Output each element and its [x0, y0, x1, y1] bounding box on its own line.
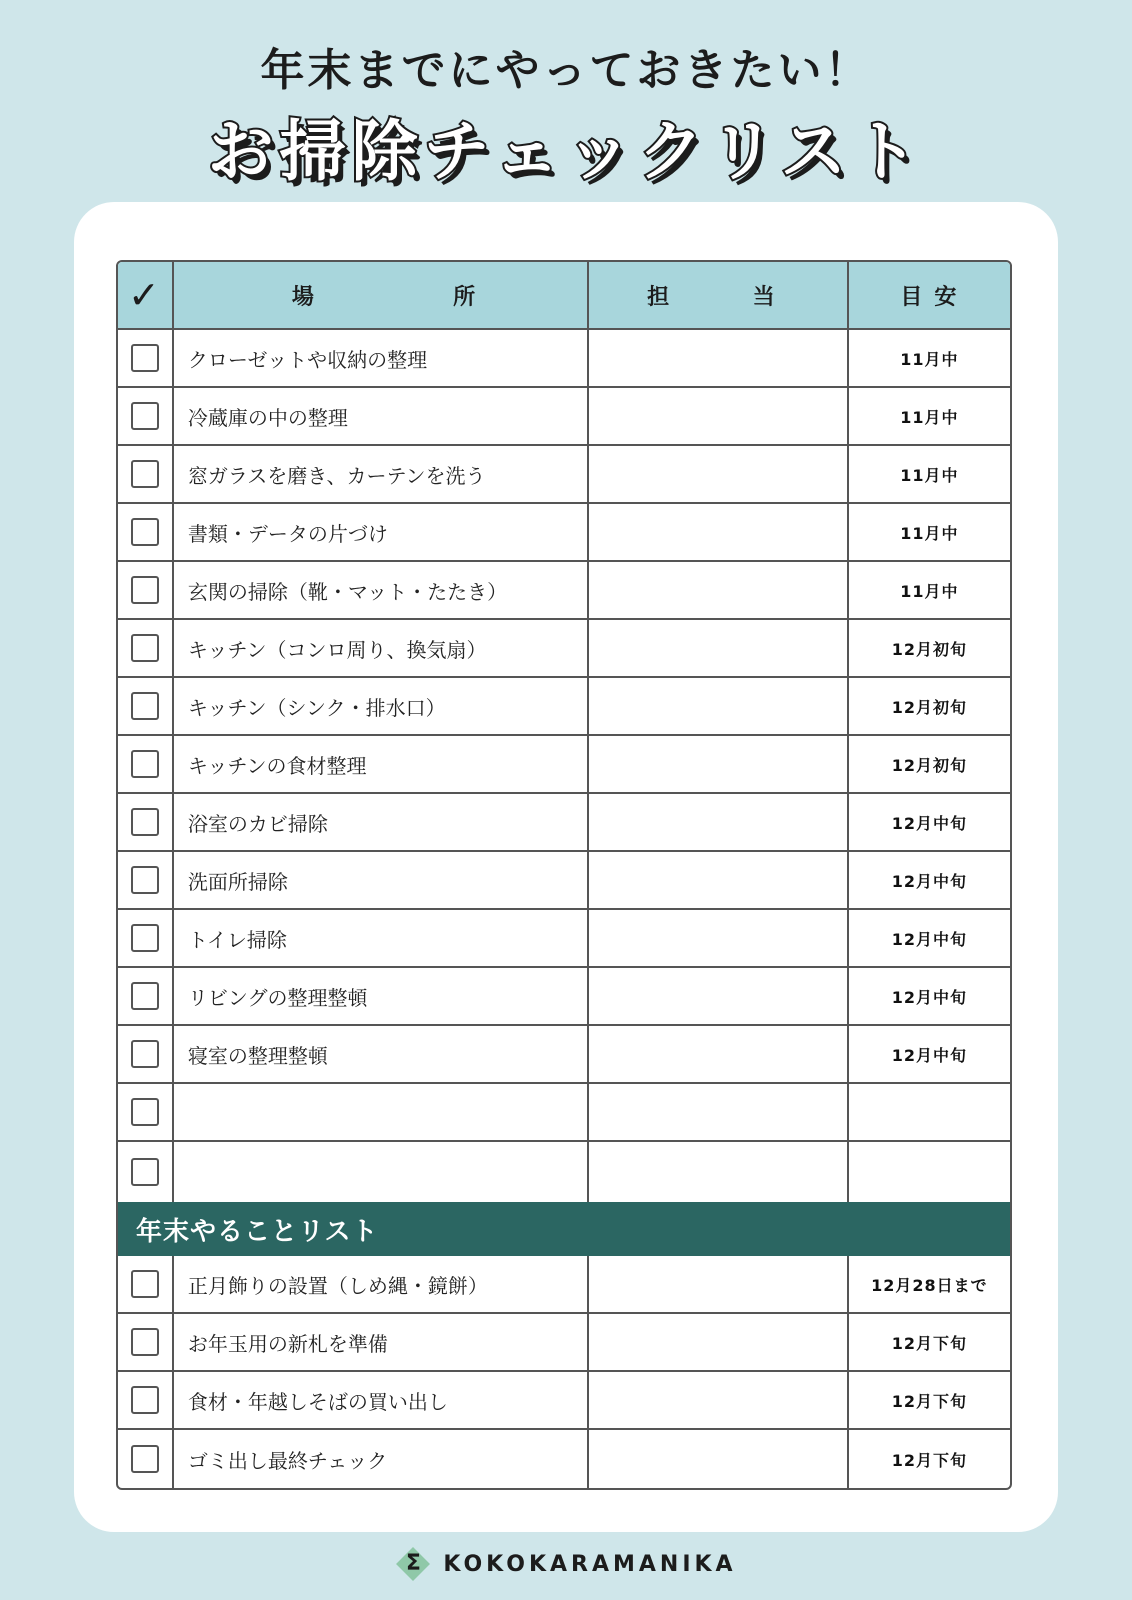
place-cell: 窓ガラスを磨き、カーテンを洗う — [174, 446, 589, 504]
checkbox-cell — [118, 736, 174, 794]
checkbox-cell — [118, 1256, 174, 1314]
table-row — [118, 968, 1010, 1026]
checkbox[interactable] — [131, 1386, 159, 1414]
checkbox-cell — [118, 1372, 174, 1430]
owner-cell[interactable] — [589, 504, 849, 562]
guide-cell — [849, 1084, 1010, 1142]
table-row — [118, 504, 1010, 562]
owner-cell[interactable] — [589, 1084, 849, 1142]
guide-column-header: 目 安 — [849, 262, 1010, 330]
checkbox[interactable] — [131, 808, 159, 836]
checkbox[interactable] — [131, 1098, 159, 1126]
checklist-card — [74, 202, 1058, 1532]
checkbox-cell — [118, 388, 174, 446]
owner-cell[interactable] — [589, 620, 849, 678]
place-cell: 書類・データの片づけ — [174, 504, 589, 562]
checkbox-cell — [118, 330, 174, 388]
checkbox-cell — [118, 852, 174, 910]
place-cell: ゴミ出し最終チェック — [174, 1430, 589, 1488]
owner-cell[interactable] — [589, 852, 849, 910]
checkbox[interactable] — [131, 634, 159, 662]
owner-cell[interactable] — [589, 1256, 849, 1314]
place-cell: 寝室の整理整頓 — [174, 1026, 589, 1084]
place-cell: 浴室のカビ掃除 — [174, 794, 589, 852]
owner-cell[interactable] — [589, 1430, 849, 1488]
table-row — [118, 794, 1010, 852]
owner-cell[interactable] — [589, 794, 849, 852]
checklist-table — [116, 260, 1012, 1490]
guide-cell: 12月28日まで — [849, 1256, 1010, 1314]
table-row — [118, 330, 1010, 388]
table-row — [118, 1314, 1010, 1372]
owner-cell[interactable] — [589, 1372, 849, 1430]
checkbox[interactable] — [131, 1040, 159, 1068]
section-header-row — [118, 1202, 1010, 1256]
checkbox-cell — [118, 562, 174, 620]
footer — [0, 1546, 1132, 1582]
table-row — [118, 678, 1010, 736]
guide-cell: 11月中 — [849, 330, 1010, 388]
owner-cell[interactable] — [589, 736, 849, 794]
table-row — [118, 1430, 1010, 1488]
checkbox[interactable] — [131, 750, 159, 778]
checkbox[interactable] — [131, 924, 159, 952]
guide-cell: 12月下旬 — [849, 1372, 1010, 1430]
owner-cell[interactable] — [589, 330, 849, 388]
owner-cell[interactable] — [589, 968, 849, 1026]
guide-cell: 11月中 — [849, 388, 1010, 446]
guide-cell: 12月中旬 — [849, 1026, 1010, 1084]
guide-cell: 11月中 — [849, 504, 1010, 562]
checkbox[interactable] — [131, 1328, 159, 1356]
page-subtitle: 年末までにやっておきたい！ — [260, 45, 872, 96]
guide-cell: 12月初旬 — [849, 620, 1010, 678]
owner-cell[interactable] — [589, 678, 849, 736]
guide-cell: 12月下旬 — [891, 1450, 967, 1470]
guide-cell — [849, 1142, 1010, 1202]
place-cell: キッチン（シンク・排水口） — [174, 678, 589, 736]
checkbox[interactable] — [131, 692, 159, 720]
checkbox-cell — [118, 1084, 174, 1142]
owner-cell[interactable] — [589, 1026, 849, 1084]
checkbox-cell — [118, 794, 174, 852]
checkbox[interactable] — [131, 866, 159, 894]
table-row — [118, 910, 1010, 968]
owner-cell[interactable] — [589, 1314, 849, 1372]
checkbox[interactable] — [131, 1270, 159, 1298]
checkbox[interactable] — [131, 982, 159, 1010]
checkbox-cell — [118, 446, 174, 504]
page-title: お掃除チェックリスト — [207, 113, 925, 190]
place-cell: 冷蔵庫の中の整理 — [174, 388, 589, 446]
checkbox-cell — [118, 1314, 174, 1372]
checkbox-cell — [118, 678, 174, 736]
checkbox-cell — [118, 910, 174, 968]
brand-name: KOKOKARAMANIKA — [443, 1551, 737, 1577]
checkbox[interactable] — [131, 344, 159, 372]
guide-cell: 12月中旬 — [849, 910, 1010, 968]
checkbox-cell — [118, 1430, 174, 1488]
checkbox[interactable] — [131, 576, 159, 604]
place-cell: キッチン（コンロ周り、換気扇） — [174, 620, 589, 678]
checkbox-cell — [118, 968, 174, 1026]
guide-cell: 11月中 — [849, 562, 1010, 620]
place-cell: 洗面所掃除 — [174, 852, 589, 910]
place-cell — [174, 1142, 589, 1202]
table-row — [118, 1084, 1010, 1142]
guide-cell: 12月初旬 — [849, 678, 1010, 736]
table-row — [118, 446, 1010, 504]
section-title: 年末やることリスト — [118, 1202, 1010, 1256]
owner-cell[interactable] — [589, 562, 849, 620]
place-cell: 正月飾りの設置（しめ縄・鏡餅） — [174, 1256, 589, 1314]
table-row — [118, 1256, 1010, 1314]
place-cell — [174, 1084, 589, 1142]
checkbox[interactable] — [131, 402, 159, 430]
table-row — [118, 736, 1010, 794]
checkbox-cell — [118, 1026, 174, 1084]
checkbox[interactable] — [131, 518, 159, 546]
table-row — [118, 1372, 1010, 1430]
checkbox[interactable] — [131, 1158, 159, 1186]
sigma-diamond-icon: Σ — [395, 1546, 431, 1582]
table-header-row — [118, 262, 1010, 330]
checkbox-cell — [118, 620, 174, 678]
table-row — [118, 852, 1010, 910]
place-cell: リビングの整理整頓 — [174, 968, 589, 1026]
table-row — [118, 1026, 1010, 1084]
table-row — [118, 1142, 1010, 1202]
place-column-header: 場 所 — [174, 262, 589, 330]
table-row — [118, 388, 1010, 446]
guide-cell: 12月下旬 — [849, 1314, 1010, 1372]
place-cell: お年玉用の新札を準備 — [174, 1314, 589, 1372]
checkbox-cell — [118, 1142, 174, 1202]
check-column-header — [118, 262, 174, 330]
place-cell: キッチンの食材整理 — [174, 736, 589, 794]
place-cell: 食材・年越しそばの買い出し — [174, 1372, 589, 1430]
checkbox[interactable] — [131, 1445, 159, 1473]
place-cell: 玄関の掃除（靴・マット・たたき） — [174, 562, 589, 620]
guide-cell: 12月初旬 — [849, 736, 1010, 794]
place-cell: トイレ掃除 — [174, 910, 589, 968]
guide-cell: 11月中 — [849, 446, 1010, 504]
checkmark-icon: ✓ — [128, 273, 162, 317]
owner-cell[interactable] — [589, 446, 849, 504]
table-row — [118, 620, 1010, 678]
checkbox-cell — [118, 504, 174, 562]
owner-cell[interactable] — [589, 388, 849, 446]
owner-column-header: 担 当 — [589, 262, 849, 330]
guide-cell: 12月中旬 — [849, 794, 1010, 852]
guide-cell: 12月中旬 — [849, 968, 1010, 1026]
checkbox[interactable] — [131, 460, 159, 488]
guide-cell: 12月中旬 — [849, 852, 1010, 910]
table-row — [118, 562, 1010, 620]
owner-cell[interactable] — [589, 910, 849, 968]
place-cell: クローゼットや収納の整理 — [174, 330, 589, 388]
owner-cell[interactable] — [589, 1142, 849, 1202]
